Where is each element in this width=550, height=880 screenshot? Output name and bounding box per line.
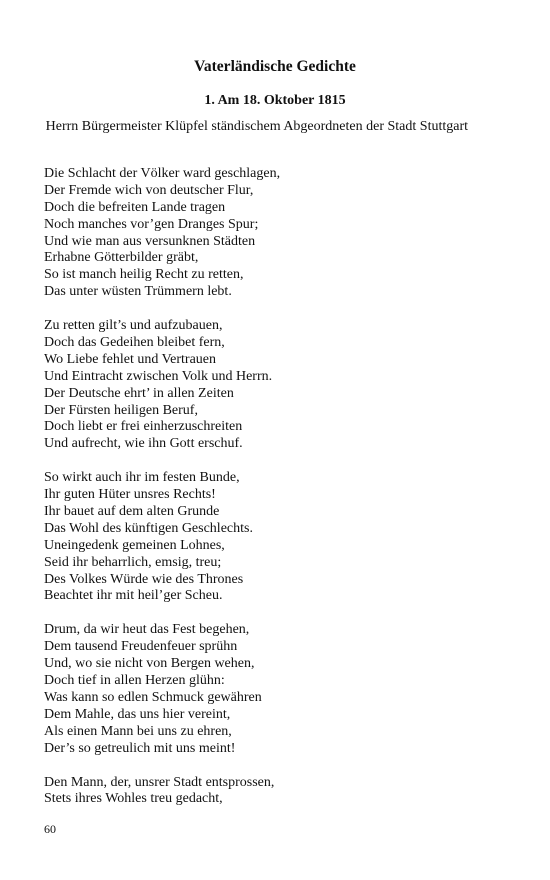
verse-line: Erhabne Götterbilder gräbt, xyxy=(44,250,199,266)
verse-line: Uneingedenk gemeinen Lohnes, xyxy=(44,537,225,553)
verse-line: Und Eintracht zwischen Volk und Herrn. xyxy=(44,368,273,384)
verse-line: Das unter wüsten Trümmern lebt. xyxy=(44,284,232,300)
verse-line: Und, wo sie nicht von Bergen wehen, xyxy=(44,656,255,672)
section-title: Vaterländische Gedichte xyxy=(194,58,356,75)
verse-line: Was kann so edlen Schmuck gewähren xyxy=(44,689,262,705)
verse-line: Der Fremde wich von deutscher Flur, xyxy=(44,182,254,198)
verse-line: Ihr bauet auf dem alten Grunde xyxy=(44,504,220,520)
verse-line: Doch liebt er frei einherzuschreiten xyxy=(44,419,243,435)
verse-line: Noch manches vor’gen Dranges Spur; xyxy=(44,216,259,232)
verse-line: Und aufrecht, wie ihn Gott erschuf. xyxy=(44,436,243,452)
verse-line: Stets ihres Wohles treu gedacht, xyxy=(44,791,223,807)
verse-line: Beachtet ihr mit heil’ger Scheu. xyxy=(44,588,223,604)
verse-line: So ist manch heilig Recht zu retten, xyxy=(44,267,244,283)
stanza xyxy=(44,470,504,605)
verse-line: Zu retten gilt’s und aufzubauen, xyxy=(44,318,223,334)
page-number: 60 xyxy=(44,822,56,836)
verse-line: Doch das Gedeihen bleibet fern, xyxy=(44,335,225,351)
dedication: Herrn Bürgermeister Klüpfel ständischem Abgeordneten der Stadt Stuttgart xyxy=(45,119,468,134)
verse-line: Der’s so getreulich mit uns meint! xyxy=(44,740,236,756)
verse-line: Doch tief in allen Herzen glühn: xyxy=(44,673,225,689)
verse-line: Doch die befreiten Lande tragen xyxy=(44,199,226,215)
stanza xyxy=(44,318,504,453)
poem-body xyxy=(44,166,504,825)
poem-title: 1. Am 18. Oktober 1815 xyxy=(204,93,346,108)
verse-line: So wirkt auch ihr im festen Bunde, xyxy=(44,470,240,486)
stanza xyxy=(44,775,504,809)
stanza xyxy=(44,622,504,757)
verse-line: Dem Mahle, das uns hier vereint, xyxy=(44,706,231,722)
verse-line: Des Volkes Würde wie des Thrones xyxy=(44,571,244,587)
verse-line: Die Schlacht der Völker ward geschlagen, xyxy=(44,166,281,181)
verse-line: Ihr guten Hüter unsres Rechts! xyxy=(44,487,216,503)
verse-line: Dem tausend Freudenfeuer sprühn xyxy=(44,639,238,655)
verse-line: Drum, da wir heut das Fest begehen, xyxy=(44,622,250,638)
verse-line: Wo Liebe fehlet und Vertrauen xyxy=(44,351,216,367)
verse-line: Und wie man aus versunknen Städten xyxy=(44,233,256,249)
verse-line: Der Fürsten heiligen Beruf, xyxy=(44,402,198,418)
verse-line: Als einen Mann bei uns zu ehren, xyxy=(44,723,232,739)
verse-line: Den Mann, der, unsrer Stadt entsprossen, xyxy=(44,774,275,790)
verse-line: Das Wohl des künftigen Geschlechts. xyxy=(44,520,253,536)
verse-line: Der Deutsche ehrt’ in allen Zeiten xyxy=(44,385,234,401)
stanza xyxy=(44,166,504,301)
verse-line: Seid ihr beharrlich, emsig, treu; xyxy=(44,554,222,570)
